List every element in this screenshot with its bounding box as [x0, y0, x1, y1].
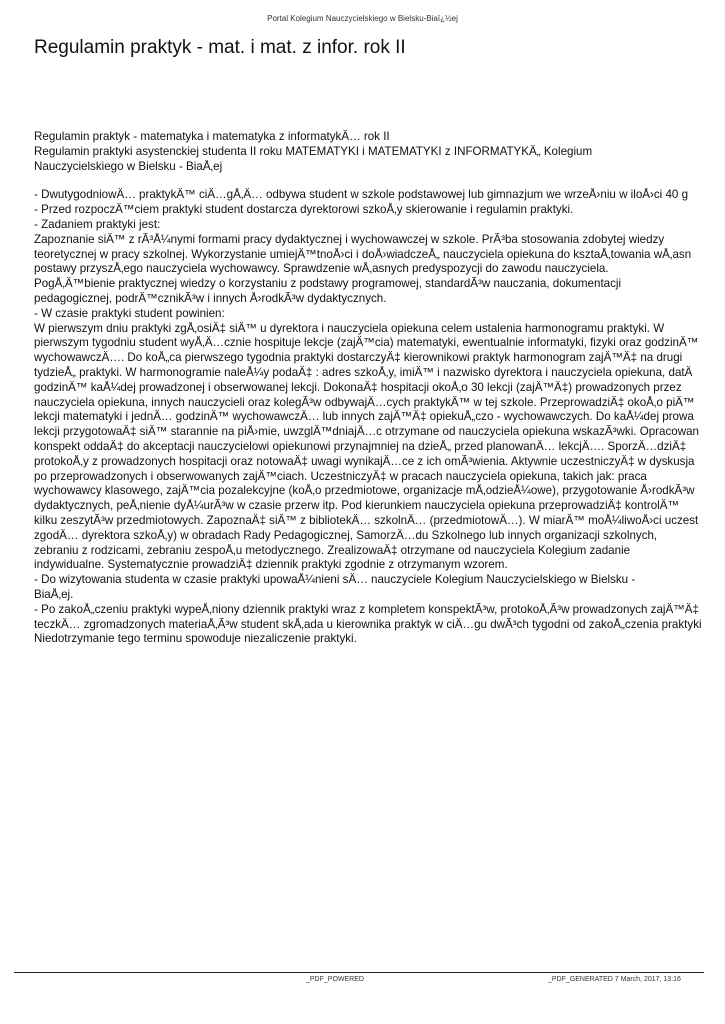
body-line: teoretycznej w pracy szkolnej. Wykorzystanie umiejÄ™tnoÅ›ci i doÅ›wiadczeÅ„ nauczyciela opiekuna do ksztaÅ‚towania wÅ‚asn [34, 247, 692, 261]
body-line: wychowawczÄ…. Do koÅ„ca pierwszego tygodnia praktyki dostarczyÄ‡ kierownikowi praktyk harmonogram zajÄ™Ä‡ na drugi [34, 351, 683, 365]
body-line: dydaktycznych, peÅ‚nienie dyÅ¼urÃ³w w czasie przerw itp. Pod kierunkiem nauczyciela opiekuna przeprowadziÄ‡ kontrolÄ™ [34, 499, 680, 513]
body-line: po przeprowadzonych i obserwowanych zajÄ™ciach. UczestniczyÄ‡ w pracach nauczyciela opiekuna, takich jak: praca [34, 469, 647, 483]
body-line: - W czasie praktyki student powinien: [34, 306, 225, 320]
body-line: tydzieÅ„ praktyki. W harmonogramie naleÅ¼y podaÄ‡ : adres szkoÅ‚y, imiÄ™ i nazwisko dyrektora i nauczyciela opiekuna, datÄ [34, 365, 693, 379]
body-line: - Zadaniem praktyki jest: [34, 217, 161, 231]
body-line: postawy przyszÅ‚ego nauczyciela wychowawcy. Sprawdzenie wÅ‚asnych predyspozycji do zawodu nauczyciela. [34, 262, 609, 276]
body-line: - Przed rozpoczÄ™ciem praktyki student dostarcza dyrektorowi szkoÅ‚y skierowanie i regulamin praktyki. [34, 203, 574, 217]
page-title: Regulamin praktyk - mat. i mat. z infor. rok II [34, 37, 406, 58]
body-line: pierwszym tygodniu student wyÅ‚Ä…cznie hospituje lekcje (zajÄ™cia) matematyki, ewentualnie informatyki, fizyki oraz godzinÄ™ [34, 336, 699, 350]
body-line: indywidualne. Systematycznie prowadziÄ‡ dziennik praktyki zgodnie z otrzymanym wzorem. [34, 558, 508, 572]
page-header: Portal Kolegium Nauczycielskiego w Bielsku-Biaï¿½ej [267, 14, 458, 23]
body-line: - Po zakoÅ„czeniu praktyki wypeÅ‚niony dziennik praktyki wraz z kompletem konspektÃ³w, protokoÅ‚Ã³w prowadzonych zajÄ™Ä‡ [34, 602, 699, 616]
body-line: Niedotrzymanie tego terminu spowoduje niezaliczenie praktyki. [34, 632, 357, 646]
body-line: lekcji matematyki i jednÄ… godzinÄ™ wychowawczÄ… lub innych zajÄ™Ä‡ opiekuÅ„czo - wychowawczych. Do kaÅ¼dej prowa [34, 410, 694, 424]
footer-powered: _PDF_POWERED [306, 976, 364, 983]
body-line: zgodÄ… dyrektora szkoÅ‚y) w obradach Rady Pedagogicznej, SamorzÄ…du Szkolnego lub innych organizacji szkolnych, [34, 528, 658, 542]
body-line: zebraniu z rodzicami, zebraniu zespoÅ‚u metodycznego. ZrealizowaÄ‡ otrzymane od nauczyciela Kolegium zadanie [34, 543, 631, 557]
body-line: pedagogicznej, podrÄ™cznikÃ³w i innych Å›rodkÃ³w dydaktycznych. [34, 291, 387, 305]
footer-divider [14, 972, 704, 973]
body-line: nauczyciela opiekuna, innych nauczycieli oraz kolegÃ³w odbywajÄ…cych praktykÄ™ w tej szkole. PrzeprowadziÄ‡ okoÅ‚o piÄ™ [34, 395, 695, 409]
body-line: godzinÄ™ kaÅ¼dej prowadzonej i obserwowanej lekcji. DokonaÄ‡ hospitacji okoÅ‚o 30 lekcji (zajÄ™Ä‡) prowadzonych przez [34, 380, 682, 394]
body-line: kilku zeszytÃ³w przedmiotowych. ZapoznaÄ‡ siÄ™ z bibliotekÄ… szkolnÄ… (przedmiotowÄ…). W miarÄ™ moÅ¼liwoÅ›ci uczest [34, 513, 699, 527]
intro-block [34, 130, 725, 174]
body-line: protokoÅ‚y z prowadzonych hospitacji oraz notowaÄ‡ uwagi wynikajÄ…ce z ich omÃ³wienia. Aktywnie uczestniczyÄ‡ w dyskusja [34, 454, 695, 468]
body-line: W pierwszym dniu praktyki zgÅ‚osiÄ‡ siÄ™ u dyrektora i nauczyciela opiekuna celem ustalenia harmonogramu praktyki. W [34, 321, 665, 335]
body-line: teczkÄ… zgromadzonych materiaÅ‚Ã³w student skÅ‚ada u kierownika praktyk w ciÄ…gu dwÃ³ch tygodni od zakoÅ„czenia praktyki [34, 617, 702, 631]
intro-line: Regulamin praktyki asystenckiej studenta II roku MATEMATYKI i MATEMATYKI z INFORMATYKÄ„ Kolegium [34, 144, 593, 158]
body-line: Zapoznanie siÄ™ z rÃ³Å¼nymi formami pracy dydaktycznej i wychowawczej w szkole. PrÃ³ba stosowania zdobytej wiedzy [34, 232, 665, 246]
body-line: - DwutygodniowÄ… praktykÄ™ ciÄ…gÅ‚Ä… odbywa student w szkole podstawowej lub gimnazjum we wrzeÅ›niu w iloÅ›ci 40 g [34, 188, 689, 202]
body-line: wychowawcy klasowego, zajÄ™cia pozalekcyjne (koÅ‚o przedmiotowe, organizacje mÅ‚odzieÅ¼owe), przygotowanie Å›rodkÃ³w [34, 484, 695, 498]
body-line: konspekt oddaÄ‡ do akceptacji nauczycielowi opiekunowi przynajmniej na dzieÅ„ przed planowanÄ… lekcjÄ…. SporzÄ…dziÄ‡ [34, 439, 687, 453]
body-line: - Do wizytowania studenta w czasie praktyki upowaÅ¼nieni sÄ… nauczyciele Kolegium Nauczycielskiego w Bielsku - [34, 573, 636, 587]
body-line: PogÅ‚Ä™bienie praktycznej wiedzy o korzystaniu z podstawy programowej, standardÃ³w nauczania, dokumentacji [34, 277, 622, 291]
intro-line: Regulamin praktyk - matematyka i matematyka z informatykÄ… rok II [34, 130, 390, 143]
document-content [34, 130, 725, 647]
body-block [34, 188, 725, 647]
paragraph-spacer [34, 174, 725, 188]
body-line: BiaÅ‚ej. [34, 587, 74, 601]
body-line: lekcji przygotowaÄ‡ siÄ™ starannie na piÅ›mie, uwzglÄ™dniajÄ…c otrzymane od nauczyciela opiekuna wskazÃ³wki. Opracowan [34, 425, 700, 439]
intro-line: Nauczycielskiego w Bielsku - BiaÅ‚ej [34, 159, 223, 173]
footer-generated: _PDF_GENERATED 7 March, 2017, 13:16 [548, 976, 681, 983]
